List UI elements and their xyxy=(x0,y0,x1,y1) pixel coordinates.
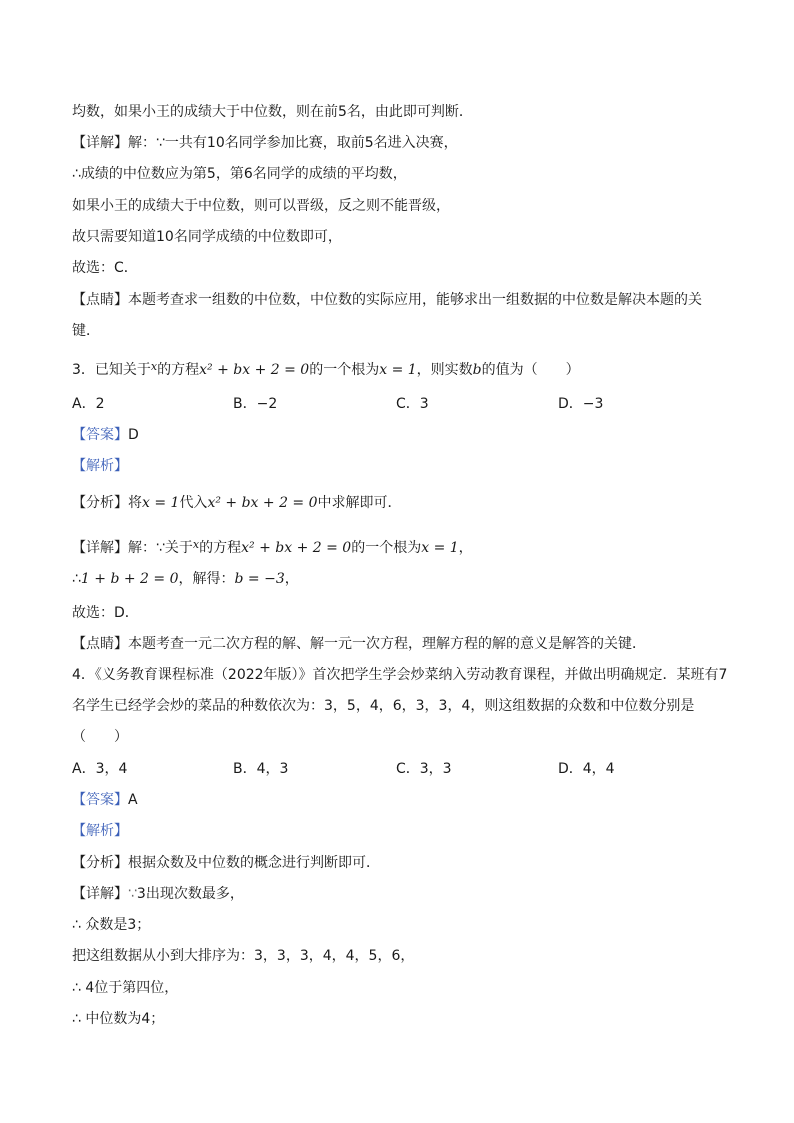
text: 的一个根为 xyxy=(351,540,422,556)
text-line: 键． xyxy=(72,323,100,339)
equation: x² + bx + 2 = 0 xyxy=(199,362,310,378)
comment-line xyxy=(72,290,702,310)
math-var: x xyxy=(192,538,200,551)
option-b: B．4，3 xyxy=(233,761,289,777)
text: ∴ xyxy=(72,571,81,587)
comment-line xyxy=(72,634,646,654)
equation: x = 1 xyxy=(421,540,459,556)
equation: x² + bx + 2 = 0 xyxy=(241,540,352,556)
text: ， xyxy=(458,540,473,556)
step-line: ∴ 中位数为4； xyxy=(72,1011,165,1027)
question-4-stem-line3: （ ） xyxy=(72,729,128,745)
equation: 1 + b + 2 = 0 xyxy=(80,571,179,587)
choose-line: 故选：D． xyxy=(72,605,139,621)
text: 3出现次数最多， xyxy=(136,886,244,902)
math-var: b xyxy=(472,362,482,378)
text-line: 均数，如果小王的成绩大于中位数，则在前5名，由此即可判断． xyxy=(72,104,473,120)
equation: b = −3 xyxy=(234,571,285,587)
equation: x² + bx + 2 = 0 xyxy=(207,495,318,511)
comment-tag: 【点睛】 xyxy=(72,636,128,652)
question-4-stem-line2: 名学生已经学会炒的菜品的种数依次为：3，5，4，6，3，3，4，则这组数据的众数和中位数分别是 xyxy=(72,698,695,714)
text: 的方程 xyxy=(157,362,200,378)
analysis-line xyxy=(72,853,380,873)
option-d: D．4，4 xyxy=(558,761,615,777)
step-line: ∴ 4位于第四位， xyxy=(72,980,179,996)
answer-value: A xyxy=(128,792,138,808)
text: 中求解即可． xyxy=(317,495,402,511)
because-icon: ∵ xyxy=(128,886,137,902)
question-4-stem-line1: 4．《义务教育课程标准（2022年版）》首次把学生学会炒菜纳入劳动教育课程，并做出明确规定．某班有7 xyxy=(72,667,728,683)
detail-tag: 【详解】 xyxy=(72,886,128,902)
text: 的方程 xyxy=(199,540,242,556)
analysis-label: 【分析】 xyxy=(72,495,128,511)
answer-line xyxy=(72,425,139,445)
equation: x = 1 xyxy=(379,362,417,378)
option-c: C．3，3 xyxy=(396,761,452,777)
detail-line xyxy=(72,133,458,153)
question-3-stem xyxy=(72,357,580,380)
math-var: x xyxy=(150,360,158,373)
detail-line xyxy=(72,535,473,558)
option-c: C．3 xyxy=(396,396,429,412)
answer-line xyxy=(72,790,138,810)
equation: x = 1 xyxy=(142,495,180,511)
comment-tag: 【点睛】 xyxy=(72,292,128,308)
analysis-line xyxy=(72,493,402,513)
text: 的一个根为 xyxy=(309,362,380,378)
detail-tag: 【详解】 xyxy=(72,540,128,556)
step-line xyxy=(72,569,299,589)
text: 3．已知关于 xyxy=(72,362,151,378)
text: 本题考查求一组数的中位数，中位数的实际应用，能够求出一组数据的中位数是解决本题的关 xyxy=(128,292,702,308)
text-line: 故只需要知道10名同学成绩的中位数即可， xyxy=(72,229,342,245)
option-a: A．3，4 xyxy=(72,761,128,777)
detail-tag: 【详解】 xyxy=(72,135,128,151)
option-d: D．−3 xyxy=(558,396,604,412)
text-line: ∴成绩的中位数应为第5，第6名同学的成绩的平均数， xyxy=(72,166,407,182)
option-a: A．2 xyxy=(72,396,105,412)
analysis-tag: 【解析】 xyxy=(72,458,128,474)
text: 将 xyxy=(128,495,142,511)
text: 本题考查一元二次方程的解、解一元一次方程，理解方程的解的意义是解答的关键． xyxy=(128,636,646,652)
text: 解：∵关于 xyxy=(128,540,193,556)
text-line: 故选：C． xyxy=(72,260,138,276)
text: ，解得： xyxy=(178,571,235,587)
text: ， xyxy=(284,571,299,587)
step-line: ∴ 众数是3； xyxy=(72,917,151,933)
text: 解：∵一共有10名同学参加比赛，取前5名进入决赛， xyxy=(128,135,458,151)
text: 代入 xyxy=(179,495,208,511)
analysis-label: 【分析】 xyxy=(72,855,128,871)
text: ，则实数 xyxy=(416,362,473,378)
answer-value: D xyxy=(128,427,139,443)
answer-tag: 【答案】 xyxy=(72,792,128,808)
text: 的值为（ ） xyxy=(481,362,580,378)
step-line: 把这组数据从小到大排序为：3，3，3，4，4，5，6， xyxy=(72,948,415,964)
detail-line xyxy=(72,884,244,904)
answer-tag: 【答案】 xyxy=(72,427,128,443)
option-b: B．−2 xyxy=(233,396,278,412)
text: 根据众数及中位数的概念进行判断即可． xyxy=(128,855,380,871)
text-line: 如果小王的成绩大于中位数，则可以晋级，反之则不能晋级， xyxy=(72,198,450,214)
analysis-tag: 【解析】 xyxy=(72,823,128,839)
